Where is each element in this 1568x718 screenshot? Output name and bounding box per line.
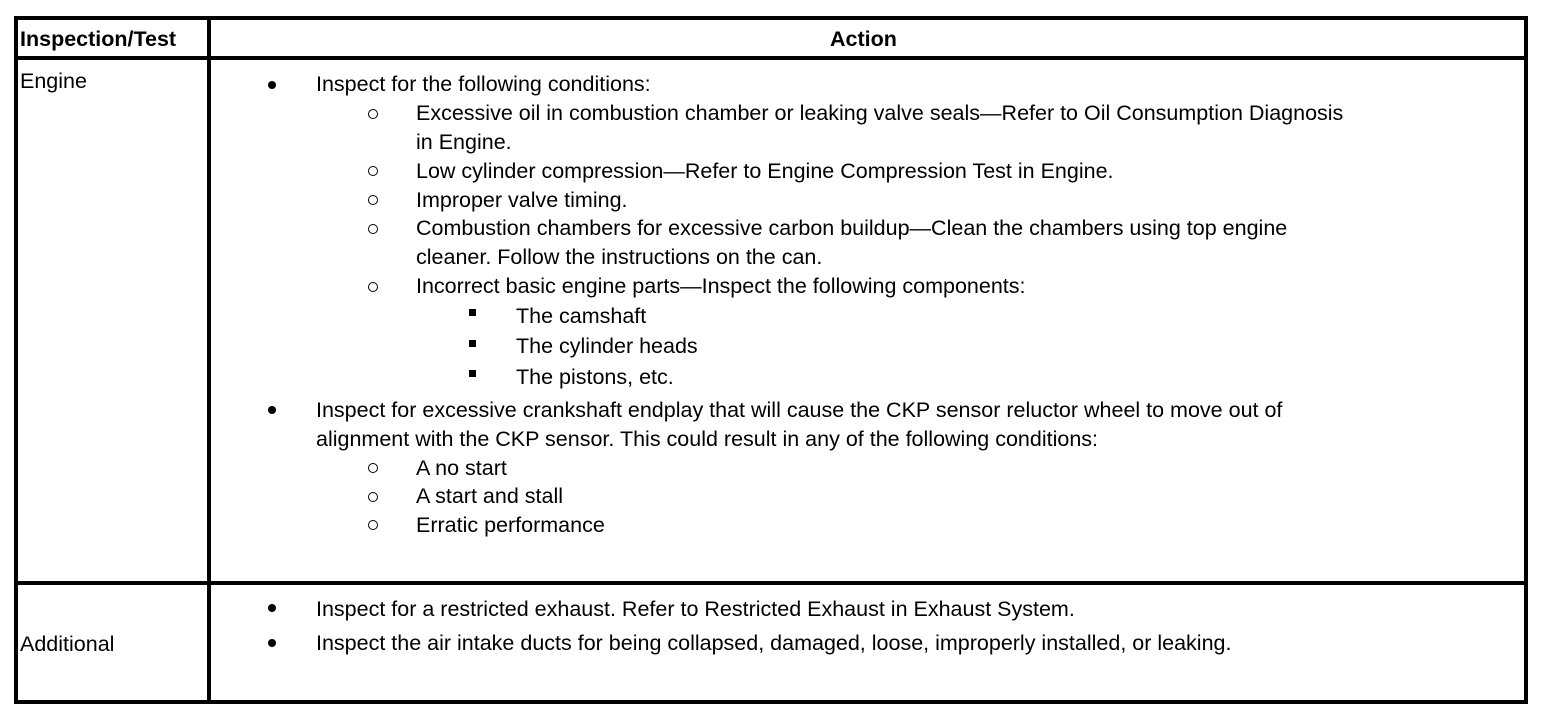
header-inspection-test: Inspection/Test	[20, 27, 177, 51]
list-item: Inspect for the following conditions:	[316, 72, 651, 96]
list-item: A no start	[416, 456, 507, 480]
circle-bullet-icon	[368, 282, 378, 292]
list-item: Inspect for a restricted exhaust. Refer to Restricted Exhaust in Exhaust System.	[316, 597, 1075, 621]
circle-bullet-icon	[368, 166, 378, 176]
square-bullet-icon	[469, 370, 476, 377]
square-bullet-icon	[469, 340, 476, 347]
list-item: Combustion chambers for excessive carbon buildup—Clean the chambers using top engine	[416, 216, 1288, 240]
list-item: Inspect the air intake ducts for being collapsed, damaged, loose, improperly installed, or leaking.	[316, 631, 1232, 655]
bullet-icon	[268, 81, 276, 89]
list-item: Excessive oil in combustion chamber or leaking valve seals—Refer to Oil Consumption Diagnosis	[416, 101, 1344, 125]
circle-bullet-icon	[368, 463, 378, 473]
list-item: Improper valve timing.	[416, 188, 628, 212]
list-item: The cylinder heads	[516, 334, 698, 358]
row-label-additional: Additional	[20, 632, 115, 656]
circle-bullet-icon	[368, 492, 378, 502]
list-item: Erratic performance	[416, 513, 605, 537]
square-bullet-icon	[469, 309, 476, 316]
list-item: A start and stall	[416, 484, 563, 508]
bullet-icon	[268, 604, 276, 612]
row-divider	[14, 581, 1528, 585]
list-item: The pistons, etc.	[516, 365, 674, 389]
list-item: Low cylinder compression—Refer to Engine Compression Test in Engine.	[416, 159, 1114, 183]
circle-bullet-icon	[368, 109, 378, 119]
list-item: The camshaft	[516, 304, 647, 328]
list-item-continuation: in Engine.	[416, 130, 512, 154]
list-item-continuation: alignment with the CKP sensor. This could result in any of the following conditions:	[316, 427, 1098, 451]
circle-bullet-icon	[368, 195, 378, 205]
circle-bullet-icon	[368, 520, 378, 530]
row-label-engine: Engine	[20, 69, 87, 93]
header-action: Action	[830, 27, 897, 51]
list-item-continuation: cleaner. Follow the instructions on the can.	[416, 245, 823, 269]
list-item: Incorrect basic engine parts—Inspect the following components:	[416, 274, 1026, 298]
header-divider	[14, 56, 1528, 60]
list-item: Inspect for excessive crankshaft endplay that will cause the CKP sensor reluctor wheel to move out of	[316, 398, 1283, 422]
column-divider	[207, 16, 211, 704]
circle-bullet-icon	[368, 224, 378, 234]
bullet-icon	[268, 406, 276, 414]
bullet-icon	[268, 639, 276, 647]
